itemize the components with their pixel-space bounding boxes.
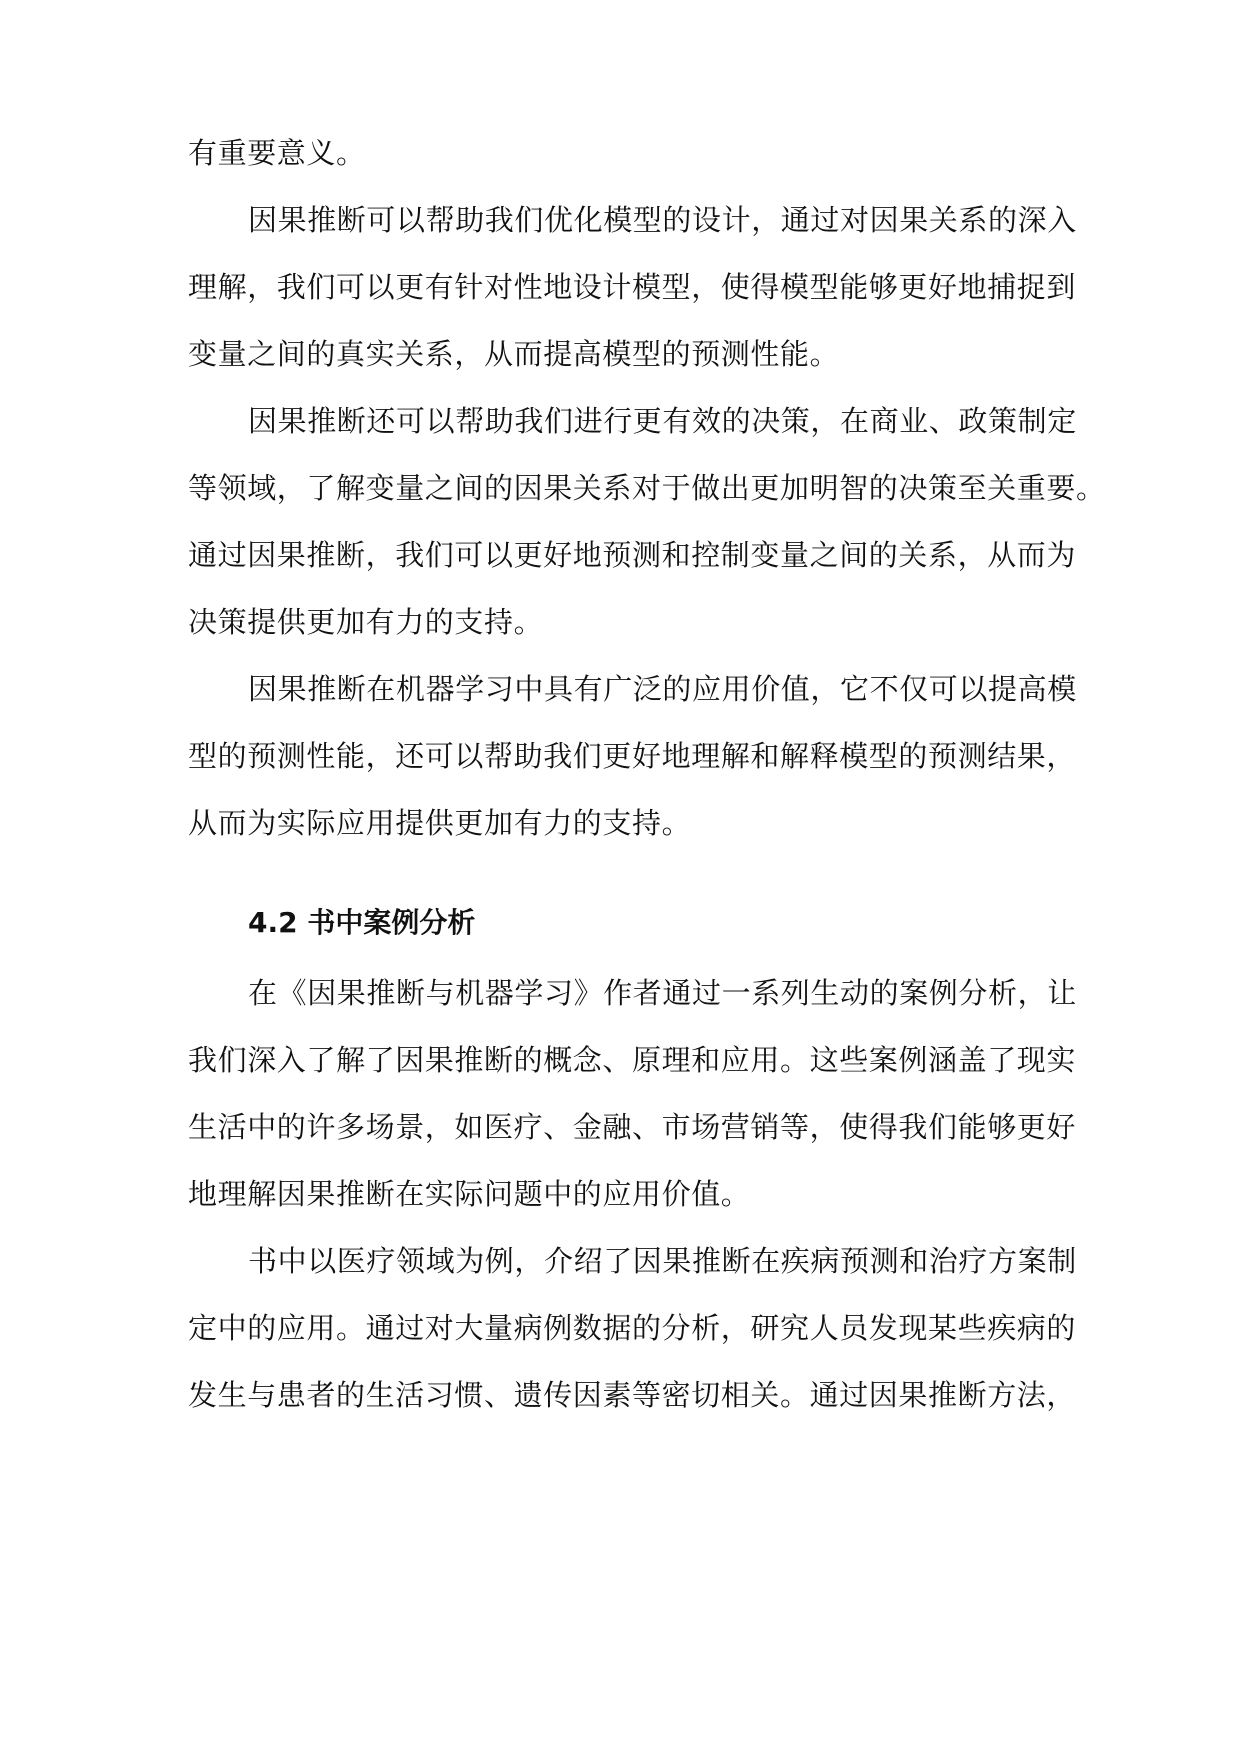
paragraph-line: 变量之间的真实关系，从而提高模型的预测性能。 — [188, 337, 840, 371]
paragraph-line: 有重要意义。 — [188, 136, 366, 170]
paragraph-line: 定中的应用。通过对大量病例数据的分析，研究人员发现某些疾病的 — [188, 1311, 1077, 1345]
paragraph-line: 因果推断还可以帮助我们进行更有效的决策，在商业、政策制定 — [248, 404, 1077, 438]
paragraph-line: 书中以医疗领域为例，介绍了因果推断在疾病预测和治疗方案制 — [248, 1244, 1077, 1278]
paragraph-line: 从而为实际应用提供更加有力的支持。 — [188, 806, 692, 840]
paragraph-line: 等领域，了解变量之间的因果关系对于做出更加明智的决策至关重要。 — [188, 471, 1106, 505]
paragraph-line: 生活中的许多场景，如医疗、金融、市场营销等，使得我们能够更好 — [188, 1110, 1077, 1144]
paragraph-line: 我们深入了解了因果推断的概念、原理和应用。这些案例涵盖了现实 — [188, 1043, 1077, 1077]
paragraph-line: 因果推断在机器学习中具有广泛的应用价值，它不仅可以提高模 — [248, 672, 1077, 706]
paragraph-line: 在《因果推断与机器学习》作者通过一系列生动的案例分析，让 — [248, 976, 1077, 1010]
paragraph-line: 因果推断可以帮助我们优化模型的设计，通过对因果关系的深入 — [248, 203, 1077, 237]
paragraph-line: 型的预测性能，还可以帮助我们更好地理解和解释模型的预测结果， — [188, 739, 1077, 773]
paragraph-line: 通过因果推断，我们可以更好地预测和控制变量之间的关系，从而为 — [188, 538, 1077, 572]
paragraph-line: 地理解因果推断在实际问题中的应用价值。 — [188, 1177, 751, 1211]
paragraph-line: 理解，我们可以更有针对性地设计模型，使得模型能够更好地捕捉到 — [188, 270, 1077, 304]
section-heading: 4.2 书中案例分析 — [248, 906, 476, 939]
paragraph-line: 决策提供更加有力的支持。 — [188, 605, 544, 639]
paragraph-line: 发生与患者的生活习惯、遗传因素等密切相关。通过因果推断方法， — [188, 1378, 1077, 1412]
